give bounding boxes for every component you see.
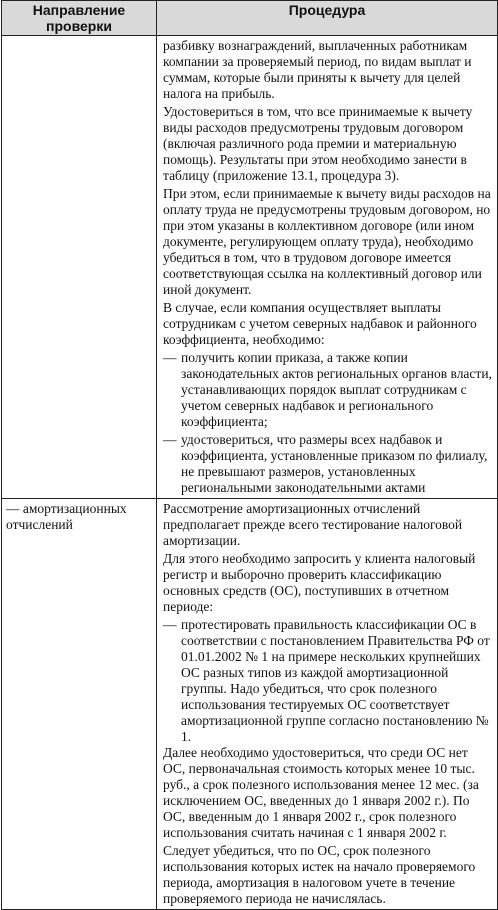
header-procedure: Процедура	[157, 1, 498, 36]
procedure-paragraph: Следует убедиться, что по ОС, срок полезного использования которых истек на начало проверяемого периода, амортизация в налоговом учете в течение проверяемого периода не начислялась.	[163, 843, 476, 906]
procedure-cell	[157, 499, 498, 910]
procedure-paragraph: Для этого необходимо запросить у клиента налоговый регистр и выборочно проверить классификацию основных средств (ОС), поступивших в отчетном периоде:	[163, 551, 476, 614]
direction-cell: — амортизационных отчислений	[2, 499, 157, 910]
list-item-text: получить копии приказа, а также копии законодательных актов региональных органов власти, устанавливающих порядок выплат сотрудникам с учетом северных надбавок и регионального коэффициента;	[181, 350, 492, 429]
procedure-paragraph: Рассмотрение амортизационных отчислений предполагает прежде всего тестирование налоговой амортизации.	[163, 501, 463, 548]
procedure-paragraph: В случае, если компания осуществляет выплаты сотрудникам с учетом северных надбавок и районного коэффициента, необходимо:	[163, 300, 477, 347]
procedure-table	[1, 0, 498, 910]
table-header-row	[2, 1, 498, 36]
procedure-list	[163, 617, 492, 745]
procedure-paragraph: Далее необходимо удостовериться, что среди ОС нет ОС, первоначальная стоимость которых менее 10 тыс. руб., а срок полезного использования менее 12 мес. (за исключением ОС, введенных до 1 января 2002 г.). По ОС, введенным до 1 января 2002 г., срок полезного использования считать начиная с 1 января 2002 г.	[163, 745, 479, 840]
list-item	[163, 350, 492, 430]
procedure-paragraph: Удостовериться в том, что все принимаемые к вычету виды расходов предусмотрены трудовым договором (включая различного рода премии и материальную помощь). Результаты при этом необходимо занести в таблицу (приложение 13.1, процедура 3).	[163, 104, 473, 183]
dash-marker: —	[163, 350, 177, 365]
procedure-list	[163, 350, 492, 496]
list-item-text: протестировать правильность классификации ОС в соответствии с постановлением Правительства РФ от 01.01.2002 № 1 на примере нескольких крупнейших ОС разных типов из каждой амортизационной группы. Надо убедиться, что срок полезного использования тестируемых ОС соответствует амортизационной группе согласно постановлению № 1.	[181, 617, 490, 744]
table-row	[2, 36, 498, 499]
list-item	[163, 432, 492, 496]
direction-cell	[2, 36, 157, 499]
procedure-paragraph: разбивку вознаграждений, выплаченных работникам компании за проверяемый период, по видам выплат и суммам, которые были приняты к вычету для целей налога на прибыль.	[163, 38, 472, 101]
table-row	[2, 499, 498, 910]
dash-marker: —	[163, 432, 177, 447]
procedure-cell	[157, 36, 498, 499]
list-item	[163, 617, 492, 745]
dash-marker: —	[163, 617, 177, 632]
list-item-text: удостовериться, что размеры всех надбавок и коэффициента, установленные приказом по филиалу, не превышают размеров, установленных региональными законодательными актами	[181, 432, 488, 495]
header-direction: Направление проверки	[2, 1, 157, 36]
procedure-paragraph: При этом, если принимаемые к вычету виды расходов на оплату труда не предусмотрены трудовым договором, но при этом указаны в коллективном договоре (или ином документе, регулирующем оплату труда), необходимо убедиться в том, что в трудовом договоре имеется соответствующая ссылка на коллективный договор или иной документ.	[163, 186, 491, 297]
